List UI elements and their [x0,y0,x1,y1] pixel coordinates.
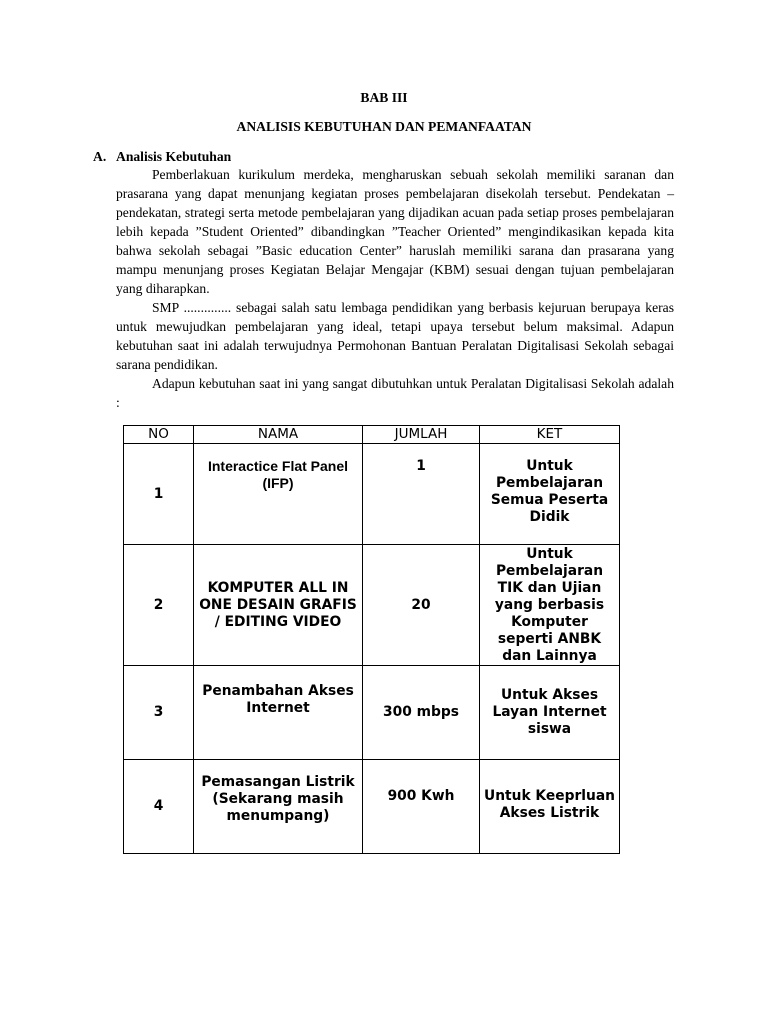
row-nama: KOMPUTER ALL IN ONE DESAIN GRAFIS / EDITING VIDEO [194,545,363,666]
chapter-title: ANALISIS KEBUTUHAN DAN PEMANFAATAN [236,119,532,134]
header-jumlah: JUMLAH [363,426,480,444]
header-ket: KET [480,426,620,444]
needs-table [123,425,620,854]
table-row [124,444,620,545]
row-ket: Untuk Pembelajaran TIK dan Ujian yang berbasis Komputer seperti ANBK dan Lainnya [480,545,620,666]
row-jumlah: 20 [363,545,480,666]
row-jumlah: 300 mbps [363,666,480,760]
paragraph-3: Adapun kebutuhan saat ini yang sangat dibutuhkan untuk Peralatan Digitalisasi Sekolah adalah : [116,376,674,410]
row-jumlah: 1 [363,444,480,545]
row-ket: Untuk Pembelajaran Semua Peserta Didik [480,444,620,545]
chapter-label: BAB III [360,90,408,105]
paragraph-2: SMP .............. sebagai salah satu lembaga pendidikan yang berbasis kejuruan berupaya keras untuk mewujudkan pembelajaran yang ideal, tetapi upaya tersebut belum maksimal. Adapun kebutuhan saat ini adalah terwujudnya Permohonan Bantuan Peralatan Digitalisasi Sekolah sebagai sarana pendidikan. [116,300,674,372]
row-no: 4 [124,760,194,854]
row-no: 1 [124,444,194,545]
header-no: NO [124,426,194,444]
row-ket: Untuk Keeprluan Akses Listrik [480,760,620,854]
section-number: A. [93,149,107,164]
section-heading [93,147,231,166]
row-jumlah: 900 Kwh [363,760,480,854]
paragraph-1: Pemberlakuan kurikulum merdeka, mengharuskan sebuah sekolah memiliki saranan dan prasarana yang dapat menunjang kegiatan proses pembelajaran disekolah tersebut. Pendekatan – pendekatan, strategi serta metode pembelajaran yang dijadikan acuan pada setiap proses pembelajaran lebih kepada ”Student Oriented” dibandingkan ”Teacher Oriented” mengindikasikan kepada kita bahwa sekolah sebagai ”Basic education Center” haruslah memiliki sarana dan prasarana yang mampu menunjang proses Kegiatan Belajar Mengajar (KBM) sesuai dengan tujuan pembelajaran yang diharapkan. [116,167,674,296]
table-row [124,666,620,760]
table-row [124,545,620,666]
row-nama: Pemasangan Listrik (Sekarang masih menumpang) [194,760,363,854]
body-text [116,165,674,412]
row-no: 2 [124,545,194,666]
row-nama: Interactice Flat Panel (IFP) [194,444,363,545]
section-title: Analisis Kebutuhan [116,149,232,164]
header-nama: NAMA [194,426,363,444]
table-row [124,760,620,854]
row-no: 3 [124,666,194,760]
row-nama: Penambahan Akses Internet [194,666,363,760]
row-ket: Untuk Akses Layan Internet siswa [480,666,620,760]
table-header-row [124,426,620,444]
